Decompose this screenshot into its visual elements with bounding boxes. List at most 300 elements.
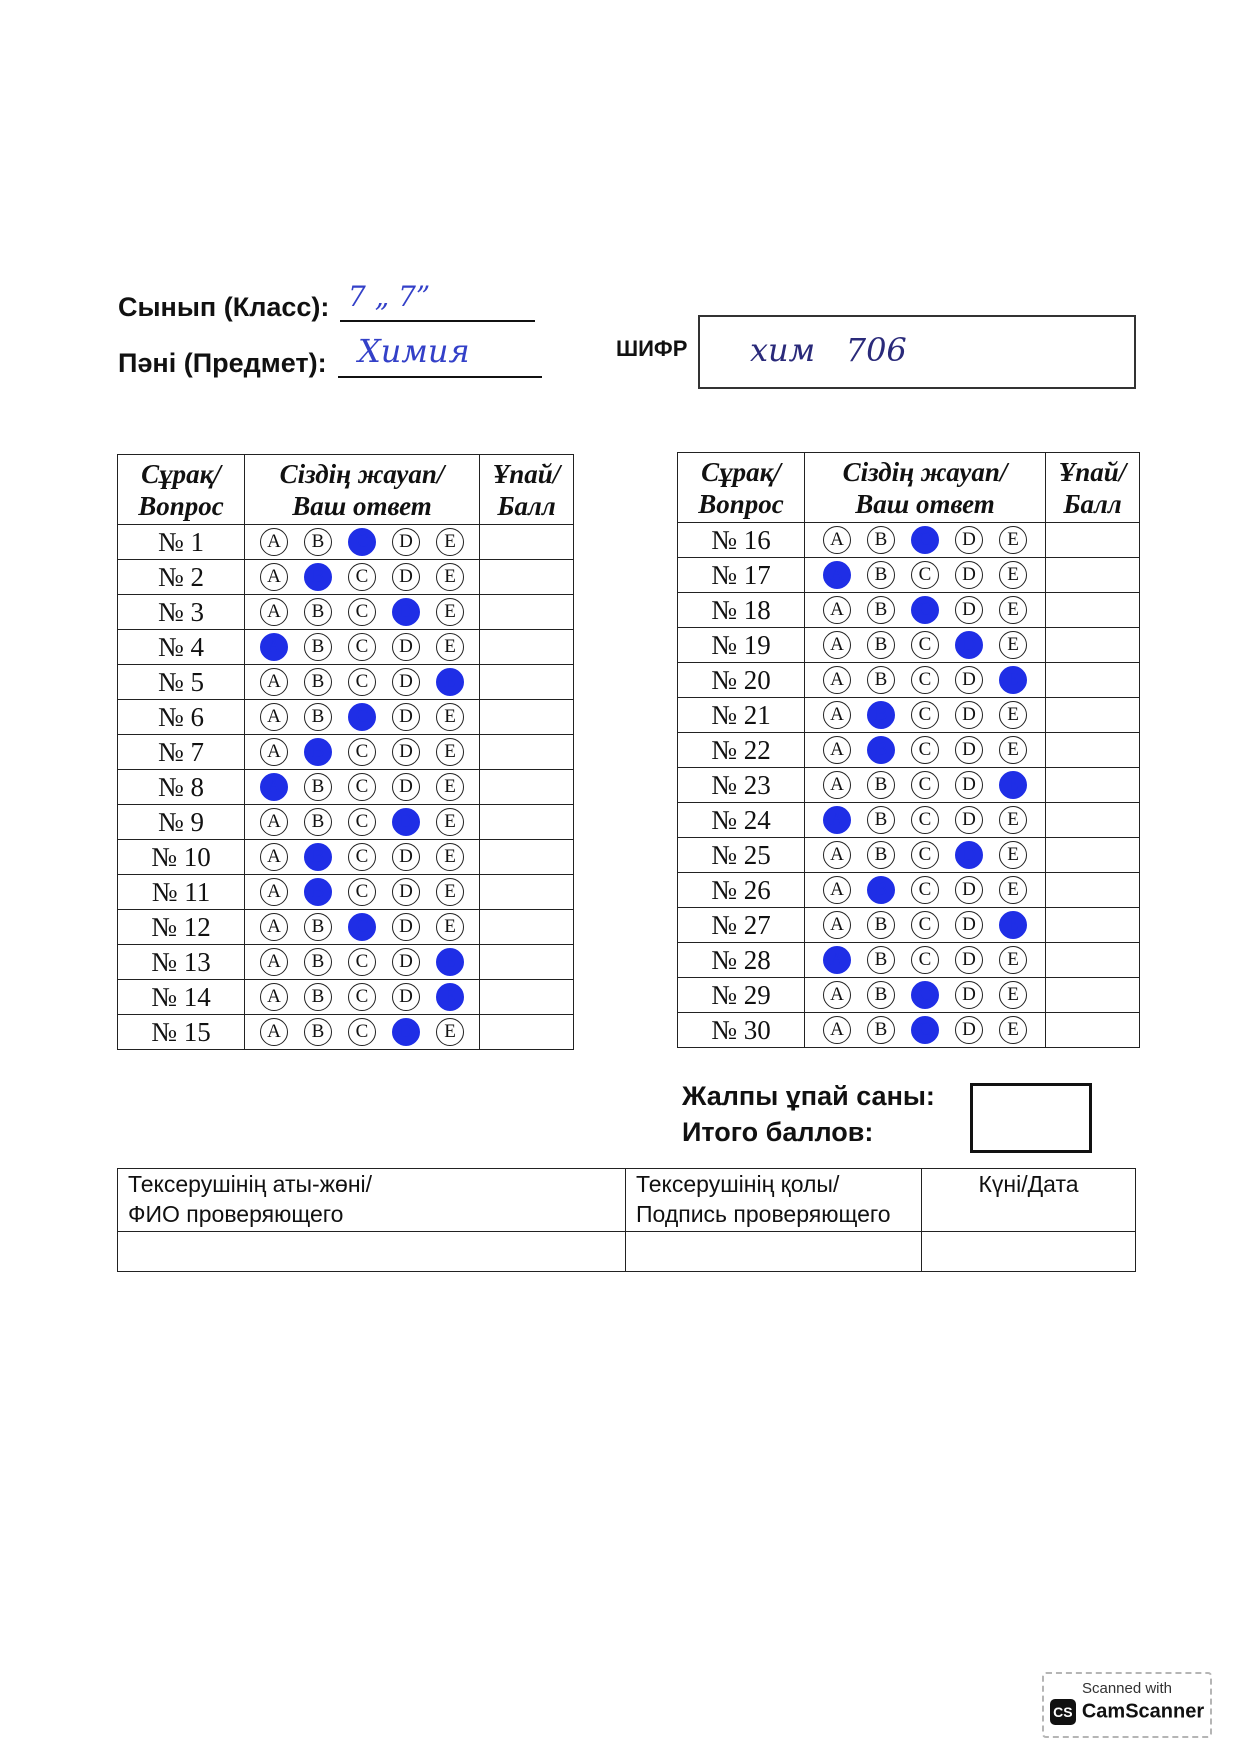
answer-options — [245, 945, 480, 980]
answer-options — [805, 873, 1046, 908]
option-bubble-e[interactable]: E — [436, 633, 464, 661]
answer-row — [118, 840, 574, 875]
option-bubble-e[interactable]: E — [436, 598, 464, 626]
question-number: № 21 — [678, 698, 805, 733]
option-bubble-a[interactable]: A — [823, 1016, 851, 1044]
option-bubble-a[interactable]: A — [823, 631, 851, 659]
option-bubble-b[interactable]: B — [304, 773, 332, 801]
answer-options — [805, 943, 1046, 978]
option-bubble-a[interactable]: A — [260, 1018, 288, 1046]
answer-row — [118, 560, 574, 595]
option-bubble-e[interactable]: E — [999, 876, 1027, 904]
option-bubble-e[interactable]: E — [436, 913, 464, 941]
option-bubble-b[interactable]: B — [304, 563, 332, 591]
option-bubble-a[interactable]: A — [260, 913, 288, 941]
score-column-header: Ұпай/ Балл — [1046, 453, 1140, 523]
reviewer-signature-header: Тексерушінің қолы/ Подпись проверяющего — [626, 1169, 922, 1232]
score-cell[interactable] — [480, 665, 574, 700]
answer-row — [678, 803, 1140, 838]
answer-options — [245, 735, 480, 770]
option-bubble-d[interactable]: D — [392, 983, 420, 1011]
option-bubble-b[interactable]: B — [867, 701, 895, 729]
answer-row — [118, 665, 574, 700]
option-bubble-b[interactable]: B — [867, 981, 895, 1009]
option-bubble-d[interactable]: D — [955, 946, 983, 974]
answer-options — [245, 980, 480, 1015]
score-cell[interactable] — [1046, 628, 1140, 663]
option-bubble-e[interactable]: E — [999, 771, 1027, 799]
score-cell[interactable] — [1046, 838, 1140, 873]
option-bubble-d[interactable]: D — [392, 633, 420, 661]
option-bubble-a[interactable]: A — [260, 843, 288, 871]
option-bubble-e[interactable]: E — [999, 596, 1027, 624]
option-bubble-e[interactable]: E — [436, 738, 464, 766]
question-number: № 6 — [118, 700, 245, 735]
option-bubble-a[interactable]: A — [823, 876, 851, 904]
option-bubble-d[interactable]: D — [955, 736, 983, 764]
option-bubble-e[interactable]: E — [999, 666, 1027, 694]
option-bubble-e[interactable]: E — [436, 878, 464, 906]
option-bubble-c[interactable]: C — [911, 946, 939, 974]
option-bubble-a[interactable]: A — [260, 563, 288, 591]
question-number: № 2 — [118, 560, 245, 595]
option-bubble-b[interactable]: B — [867, 806, 895, 834]
option-bubble-c[interactable]: C — [911, 736, 939, 764]
answer-options — [245, 700, 480, 735]
answer-options — [805, 803, 1046, 838]
answer-row — [678, 663, 1140, 698]
score-cell[interactable] — [480, 700, 574, 735]
total-score-box[interactable] — [970, 1083, 1092, 1153]
total-label-kz: Жалпы ұпай саны: — [682, 1081, 935, 1111]
option-bubble-b[interactable]: B — [304, 668, 332, 696]
option-bubble-b[interactable]: B — [867, 946, 895, 974]
score-cell[interactable] — [480, 945, 574, 980]
option-bubble-e[interactable]: E — [436, 808, 464, 836]
option-bubble-a[interactable]: A — [823, 841, 851, 869]
option-bubble-d[interactable]: D — [955, 806, 983, 834]
option-bubble-e[interactable]: E — [999, 701, 1027, 729]
score-cell[interactable] — [480, 1015, 574, 1050]
option-bubble-b[interactable]: B — [867, 526, 895, 554]
watermark-caption: Scanned with — [1081, 1680, 1173, 1697]
answer-row — [678, 733, 1140, 768]
option-bubble-c[interactable]: C — [348, 843, 376, 871]
option-bubble-e[interactable]: E — [999, 631, 1027, 659]
option-bubble-d[interactable]: D — [955, 561, 983, 589]
option-bubble-e[interactable]: E — [436, 668, 464, 696]
option-bubble-c[interactable]: C — [911, 666, 939, 694]
score-cell[interactable] — [1046, 978, 1140, 1013]
option-bubble-d[interactable]: D — [955, 701, 983, 729]
score-cell[interactable] — [1046, 698, 1140, 733]
score-cell[interactable] — [480, 525, 574, 560]
option-bubble-c[interactable]: C — [348, 598, 376, 626]
option-bubble-c[interactable]: C — [348, 913, 376, 941]
option-bubble-d[interactable]: D — [392, 703, 420, 731]
option-bubble-a[interactable]: A — [823, 981, 851, 1009]
option-bubble-e[interactable]: E — [999, 1016, 1027, 1044]
answer-options — [245, 665, 480, 700]
option-bubble-c[interactable]: C — [348, 983, 376, 1011]
option-bubble-b[interactable]: B — [304, 913, 332, 941]
score-cell[interactable] — [480, 560, 574, 595]
answer-options — [805, 1013, 1046, 1048]
answer-options — [805, 838, 1046, 873]
question-number: № 25 — [678, 838, 805, 873]
question-number: № 24 — [678, 803, 805, 838]
answer-column-header: Сіздің жауап/ Ваш ответ — [245, 455, 480, 525]
score-column-header: Ұпай/ Балл — [480, 455, 574, 525]
option-bubble-b[interactable]: B — [304, 528, 332, 556]
option-bubble-b[interactable]: B — [867, 561, 895, 589]
answer-options — [245, 1015, 480, 1050]
question-number: № 30 — [678, 1013, 805, 1048]
answer-options — [805, 628, 1046, 663]
option-bubble-b[interactable]: B — [304, 738, 332, 766]
option-bubble-d[interactable]: D — [392, 913, 420, 941]
option-bubble-d[interactable]: D — [955, 911, 983, 939]
option-bubble-e[interactable]: E — [999, 911, 1027, 939]
option-bubble-b[interactable]: B — [867, 876, 895, 904]
score-cell[interactable] — [480, 840, 574, 875]
score-cell[interactable] — [480, 735, 574, 770]
answer-row — [678, 1013, 1140, 1048]
reviewer-name-field[interactable] — [118, 1232, 626, 1272]
question-number: № 15 — [118, 1015, 245, 1050]
answer-row — [678, 523, 1140, 558]
answer-options — [245, 560, 480, 595]
answer-table-left — [117, 454, 574, 1050]
option-bubble-e[interactable]: E — [436, 563, 464, 591]
option-bubble-e[interactable]: E — [436, 843, 464, 871]
answer-options — [245, 525, 480, 560]
option-bubble-a[interactable]: A — [823, 596, 851, 624]
question-column-header: Сұрақ/ Вопрос — [678, 453, 805, 523]
watermark-brand: CamScanner — [1081, 1700, 1205, 1723]
question-number: № 18 — [678, 593, 805, 628]
answer-options — [805, 908, 1046, 943]
camscanner-watermark — [1042, 1672, 1212, 1738]
answer-options — [805, 593, 1046, 628]
score-cell[interactable] — [1046, 733, 1140, 768]
option-bubble-b[interactable]: B — [304, 843, 332, 871]
cipher-box[interactable] — [698, 315, 1136, 389]
option-bubble-e[interactable]: E — [999, 981, 1027, 1009]
question-number: № 16 — [678, 523, 805, 558]
review-date-header: Күні/Дата — [922, 1169, 1136, 1232]
answer-row — [678, 978, 1140, 1013]
subject-field[interactable] — [338, 332, 542, 378]
option-bubble-a[interactable]: A — [260, 878, 288, 906]
option-bubble-d[interactable]: D — [955, 631, 983, 659]
option-bubble-c[interactable]: C — [348, 633, 376, 661]
camscanner-logo-icon: CS — [1050, 1699, 1076, 1725]
option-bubble-d[interactable]: D — [955, 526, 983, 554]
question-number: № 13 — [118, 945, 245, 980]
class-label: Сынып (Класс): — [118, 292, 330, 322]
option-bubble-e[interactable]: E — [999, 736, 1027, 764]
option-bubble-e[interactable]: E — [999, 806, 1027, 834]
score-cell[interactable] — [1046, 593, 1140, 628]
option-bubble-d[interactable]: D — [392, 843, 420, 871]
option-bubble-b[interactable]: B — [304, 983, 332, 1011]
answer-table-right — [677, 452, 1140, 1048]
answer-options — [245, 805, 480, 840]
option-bubble-b[interactable]: B — [304, 598, 332, 626]
option-bubble-a[interactable]: A — [260, 668, 288, 696]
option-bubble-a[interactable]: A — [260, 633, 288, 661]
class-field[interactable] — [340, 282, 535, 322]
option-bubble-c[interactable]: C — [911, 876, 939, 904]
option-bubble-a[interactable]: A — [823, 561, 851, 589]
answer-options — [805, 733, 1046, 768]
option-bubble-c[interactable]: C — [348, 668, 376, 696]
option-bubble-c[interactable]: C — [911, 1016, 939, 1044]
option-bubble-e[interactable]: E — [999, 526, 1027, 554]
option-bubble-c[interactable]: C — [348, 528, 376, 556]
question-number: № 1 — [118, 525, 245, 560]
answer-row — [118, 595, 574, 630]
option-bubble-c[interactable]: C — [348, 1018, 376, 1046]
answer-row — [118, 945, 574, 980]
review-date-field[interactable] — [922, 1232, 1136, 1272]
option-bubble-e[interactable]: E — [999, 841, 1027, 869]
option-bubble-a[interactable]: A — [260, 948, 288, 976]
score-cell[interactable] — [1046, 908, 1140, 943]
option-bubble-b[interactable]: B — [304, 633, 332, 661]
answer-options — [805, 663, 1046, 698]
option-bubble-b[interactable]: B — [304, 878, 332, 906]
reviewer-table — [117, 1168, 1136, 1272]
answer-row — [678, 908, 1140, 943]
answer-row — [118, 910, 574, 945]
score-cell[interactable] — [1046, 873, 1140, 908]
question-number: № 26 — [678, 873, 805, 908]
option-bubble-d[interactable]: D — [392, 878, 420, 906]
answer-options — [245, 910, 480, 945]
answer-options — [245, 875, 480, 910]
score-cell[interactable] — [480, 805, 574, 840]
question-number: № 22 — [678, 733, 805, 768]
answer-options — [805, 978, 1046, 1013]
option-bubble-c[interactable]: C — [348, 738, 376, 766]
option-bubble-a[interactable]: A — [260, 808, 288, 836]
option-bubble-a[interactable]: A — [823, 701, 851, 729]
answer-options — [805, 523, 1046, 558]
option-bubble-e[interactable]: E — [436, 948, 464, 976]
question-number: № 29 — [678, 978, 805, 1013]
option-bubble-a[interactable]: A — [823, 526, 851, 554]
option-bubble-a[interactable]: A — [260, 983, 288, 1011]
question-number: № 8 — [118, 770, 245, 805]
option-bubble-e[interactable]: E — [999, 946, 1027, 974]
option-bubble-b[interactable]: B — [304, 948, 332, 976]
question-number: № 23 — [678, 768, 805, 803]
question-number: № 17 — [678, 558, 805, 593]
option-bubble-b[interactable]: B — [304, 808, 332, 836]
option-bubble-b[interactable]: B — [867, 1016, 895, 1044]
answer-row — [118, 770, 574, 805]
option-bubble-a[interactable]: A — [823, 946, 851, 974]
answer-row — [118, 875, 574, 910]
option-bubble-a[interactable]: A — [823, 806, 851, 834]
option-bubble-c[interactable]: C — [911, 841, 939, 869]
total-label-ru: Итого баллов: — [682, 1117, 874, 1147]
option-bubble-a[interactable]: A — [823, 666, 851, 694]
option-bubble-c[interactable]: C — [911, 631, 939, 659]
option-bubble-d[interactable]: D — [955, 876, 983, 904]
option-bubble-c[interactable]: C — [348, 808, 376, 836]
question-number: № 5 — [118, 665, 245, 700]
option-bubble-b[interactable]: B — [867, 841, 895, 869]
score-cell[interactable] — [480, 630, 574, 665]
option-bubble-e[interactable]: E — [436, 703, 464, 731]
option-bubble-d[interactable]: D — [955, 841, 983, 869]
question-number: № 11 — [118, 875, 245, 910]
cipher-label: ШИФР — [616, 336, 688, 361]
option-bubble-c[interactable]: C — [911, 701, 939, 729]
option-bubble-c[interactable]: C — [911, 771, 939, 799]
reviewer-name-header: Тексерушінің аты-жөні/ ФИО проверяющего — [118, 1169, 626, 1232]
option-bubble-d[interactable]: D — [392, 738, 420, 766]
score-cell[interactable] — [480, 980, 574, 1015]
option-bubble-c[interactable]: C — [911, 526, 939, 554]
cipher-value: хим 706 — [750, 331, 907, 369]
subject-value: Химия — [358, 332, 470, 370]
option-bubble-d[interactable]: D — [955, 981, 983, 1009]
question-number: № 14 — [118, 980, 245, 1015]
option-bubble-d[interactable]: D — [955, 596, 983, 624]
option-bubble-d[interactable]: D — [392, 808, 420, 836]
answer-row — [678, 628, 1140, 663]
option-bubble-a[interactable]: A — [823, 736, 851, 764]
option-bubble-b[interactable]: B — [867, 596, 895, 624]
option-bubble-d[interactable]: D — [955, 771, 983, 799]
answer-row — [118, 525, 574, 560]
answer-row — [118, 630, 574, 665]
option-bubble-d[interactable]: D — [392, 598, 420, 626]
score-cell[interactable] — [480, 875, 574, 910]
score-cell[interactable] — [1046, 768, 1140, 803]
score-cell[interactable] — [480, 595, 574, 630]
option-bubble-a[interactable]: A — [823, 911, 851, 939]
option-bubble-c[interactable]: C — [348, 703, 376, 731]
score-cell[interactable] — [1046, 803, 1140, 838]
score-cell[interactable] — [480, 910, 574, 945]
option-bubble-b[interactable]: B — [304, 1018, 332, 1046]
answer-options — [245, 630, 480, 665]
option-bubble-a[interactable]: A — [260, 703, 288, 731]
option-bubble-a[interactable]: A — [823, 771, 851, 799]
question-number: № 19 — [678, 628, 805, 663]
answer-row — [118, 700, 574, 735]
answer-options — [245, 595, 480, 630]
option-bubble-c[interactable]: C — [911, 911, 939, 939]
answer-row — [678, 943, 1140, 978]
option-bubble-b[interactable]: B — [867, 666, 895, 694]
option-bubble-d[interactable]: D — [392, 1018, 420, 1046]
option-bubble-e[interactable]: E — [436, 773, 464, 801]
answer-row — [118, 1015, 574, 1050]
question-number: № 10 — [118, 840, 245, 875]
question-number: № 27 — [678, 908, 805, 943]
answer-column-header: Сіздің жауап/ Ваш ответ — [805, 453, 1046, 523]
question-number: № 28 — [678, 943, 805, 978]
option-bubble-b[interactable]: B — [867, 771, 895, 799]
answer-options — [245, 770, 480, 805]
option-bubble-e[interactable]: E — [436, 1018, 464, 1046]
option-bubble-a[interactable]: A — [260, 738, 288, 766]
question-number: № 3 — [118, 595, 245, 630]
subject-label: Пәні (Предмет): — [118, 348, 327, 378]
option-bubble-c[interactable]: C — [348, 563, 376, 591]
option-bubble-b[interactable]: B — [867, 631, 895, 659]
option-bubble-e[interactable]: E — [999, 561, 1027, 589]
score-cell[interactable] — [1046, 1013, 1140, 1048]
reviewer-signature-field[interactable] — [626, 1232, 922, 1272]
question-number: № 20 — [678, 663, 805, 698]
question-number: № 7 — [118, 735, 245, 770]
score-cell[interactable] — [1046, 523, 1140, 558]
option-bubble-d[interactable]: D — [392, 668, 420, 696]
option-bubble-d[interactable]: D — [392, 528, 420, 556]
option-bubble-b[interactable]: B — [867, 736, 895, 764]
score-cell[interactable] — [1046, 663, 1140, 698]
option-bubble-c[interactable]: C — [911, 596, 939, 624]
answer-row — [118, 805, 574, 840]
option-bubble-b[interactable]: B — [304, 703, 332, 731]
question-number: № 9 — [118, 805, 245, 840]
score-cell[interactable] — [480, 770, 574, 805]
option-bubble-c[interactable]: C — [348, 948, 376, 976]
answer-row — [678, 873, 1140, 908]
answer-row — [678, 593, 1140, 628]
option-bubble-c[interactable]: C — [348, 773, 376, 801]
answer-options — [805, 698, 1046, 733]
option-bubble-d[interactable]: D — [392, 948, 420, 976]
class-value: 7 „ 7” — [348, 280, 431, 313]
option-bubble-e[interactable]: E — [436, 528, 464, 556]
option-bubble-d[interactable]: D — [392, 773, 420, 801]
option-bubble-b[interactable]: B — [867, 911, 895, 939]
answer-row — [678, 838, 1140, 873]
answer-options — [805, 558, 1046, 593]
option-bubble-d[interactable]: D — [392, 563, 420, 591]
option-bubble-a[interactable]: A — [260, 528, 288, 556]
score-cell[interactable] — [1046, 943, 1140, 978]
option-bubble-c[interactable]: C — [911, 561, 939, 589]
option-bubble-c[interactable]: C — [911, 806, 939, 834]
score-cell[interactable] — [1046, 558, 1140, 593]
option-bubble-a[interactable]: A — [260, 773, 288, 801]
option-bubble-e[interactable]: E — [436, 983, 464, 1011]
answer-options — [245, 840, 480, 875]
option-bubble-c[interactable]: C — [911, 981, 939, 1009]
option-bubble-d[interactable]: D — [955, 666, 983, 694]
option-bubble-c[interactable]: C — [348, 878, 376, 906]
option-bubble-d[interactable]: D — [955, 1016, 983, 1044]
answer-row — [118, 980, 574, 1015]
answer-options — [805, 768, 1046, 803]
option-bubble-a[interactable]: A — [260, 598, 288, 626]
answer-row — [678, 698, 1140, 733]
question-number: № 4 — [118, 630, 245, 665]
question-number: № 12 — [118, 910, 245, 945]
answer-row — [678, 768, 1140, 803]
answer-row — [118, 735, 574, 770]
question-column-header: Сұрақ/ Вопрос — [118, 455, 245, 525]
